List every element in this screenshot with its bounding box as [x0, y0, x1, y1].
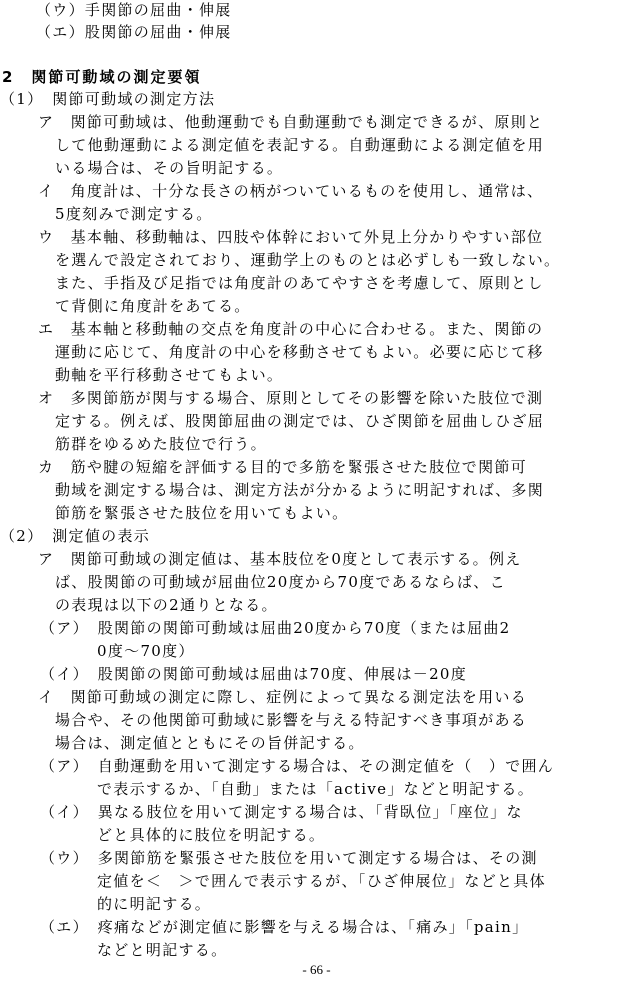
subsection-heading: （1） 関節可動域の測定方法: [0, 90, 216, 108]
page-number: - 66 -: [302, 962, 331, 977]
text-line: 運動に応じて、角度計の中心を移動させてもよい。必要に応じて移: [55, 343, 544, 361]
text-line: 場合や、その他関節可動域に影響を与える特記すべき事項がある: [55, 711, 528, 729]
text-line: （ア） 股関節の関節可動域は屈曲20度から70度（または屈曲2: [40, 619, 511, 637]
text-line: （エ）股関節の屈曲・伸展: [36, 23, 232, 41]
text-line: いる場合は、その旨明記する。: [55, 159, 284, 177]
text-line: ウ 基本軸、移動軸は、四肢や体幹において外見上分かりやすい部位: [38, 228, 544, 246]
text-line: （ウ）手関節の屈曲・伸展: [36, 1, 232, 19]
text-line: オ 多関節筋が関与する場合、原則としてその影響を除いた肢位で測: [38, 389, 544, 407]
text-line: （イ） 股関節の関節可動域は屈曲は70度、伸展は－20度: [40, 665, 468, 683]
text-line: また、手指及び足指では角度計のあてやすさを考慮して、原則とし: [55, 274, 544, 292]
subsection-heading: （2） 測定値の表示: [0, 527, 151, 545]
text-line: 動軸を平行移動させてもよい。: [55, 366, 284, 384]
text-line: ば、股関節の可動域が屈曲位20度から70度であるならば、こ: [55, 573, 506, 591]
text-line: で表示するか、「自動」または「active」などと明記する。: [97, 780, 535, 798]
text-line: （イ） 異なる肢位を用いて測定する場合は、「背臥位」「座位」な: [40, 803, 523, 821]
text-line: 0度～70度）: [97, 642, 195, 660]
text-line: 定する。例えば、股関節屈曲の測定では、ひざ関節を屈曲しひざ屈: [55, 412, 545, 430]
text-line: エ 基本軸と移動軸の交点を角度計の中心に合わせる。また、関節の: [38, 320, 544, 338]
text-line: して他動運動による測定値を表記する。自動運動による測定値を用: [55, 136, 545, 154]
text-line: 節筋を緊張させた肢位を用いてもよい。: [55, 504, 349, 522]
text-line: などと明記する。: [97, 941, 228, 959]
text-line: 筋群をゆるめた肢位で行う。: [55, 435, 267, 453]
text-line: を選んで設定されており、運動学上のものとは必ずしも一致しない。: [55, 251, 561, 269]
text-line: 定値を＜ ＞で囲んで表示するが、「ひざ伸展位」などと具体: [97, 872, 546, 890]
text-line: （ア） 自動運動を用いて測定する場合は、その測定値を（ ）で囲ん: [40, 757, 555, 775]
section-heading: 2 関節可動域の測定要領: [2, 68, 202, 86]
text-line: どと具体的に肢位を明記する。: [97, 826, 326, 844]
text-line: 的に明記する。: [97, 895, 212, 913]
text-line: て背側に角度計をあてる。: [55, 297, 251, 315]
text-line: カ 筋や腱の短縮を評価する目的で多筋を緊張させた肢位で関節可: [38, 458, 528, 476]
text-line: （エ） 疼痛などが測定値に影響を与える場合は、「痛み」「pain」: [40, 918, 529, 936]
text-line: イ 角度計は、十分な長さの柄がついているものを使用し、通常は、: [38, 182, 544, 200]
text-line: 場合は、測定値とともにその旨併記する。: [55, 734, 365, 752]
text-line: 5度刻みで測定する。: [55, 205, 213, 223]
text-line: （ウ） 多関節筋を緊張させた肢位を用いて測定する場合は、その測: [40, 849, 538, 867]
text-line: 動域を測定する場合は、測定方法が分かるように明記すれば、多関: [55, 481, 545, 499]
text-line: ア 関節可動域は、他動運動でも自動運動でも測定できるが、原則と: [38, 113, 544, 131]
text-line: の表現は以下の2通りとなる。: [55, 596, 278, 614]
text-line: ア 関節可動域の測定値は、基本肢位を0度として表示する。例え: [38, 550, 522, 568]
text-line: イ 関節可動域の測定に際し、症例によって異なる測定法を用いる: [38, 688, 528, 706]
